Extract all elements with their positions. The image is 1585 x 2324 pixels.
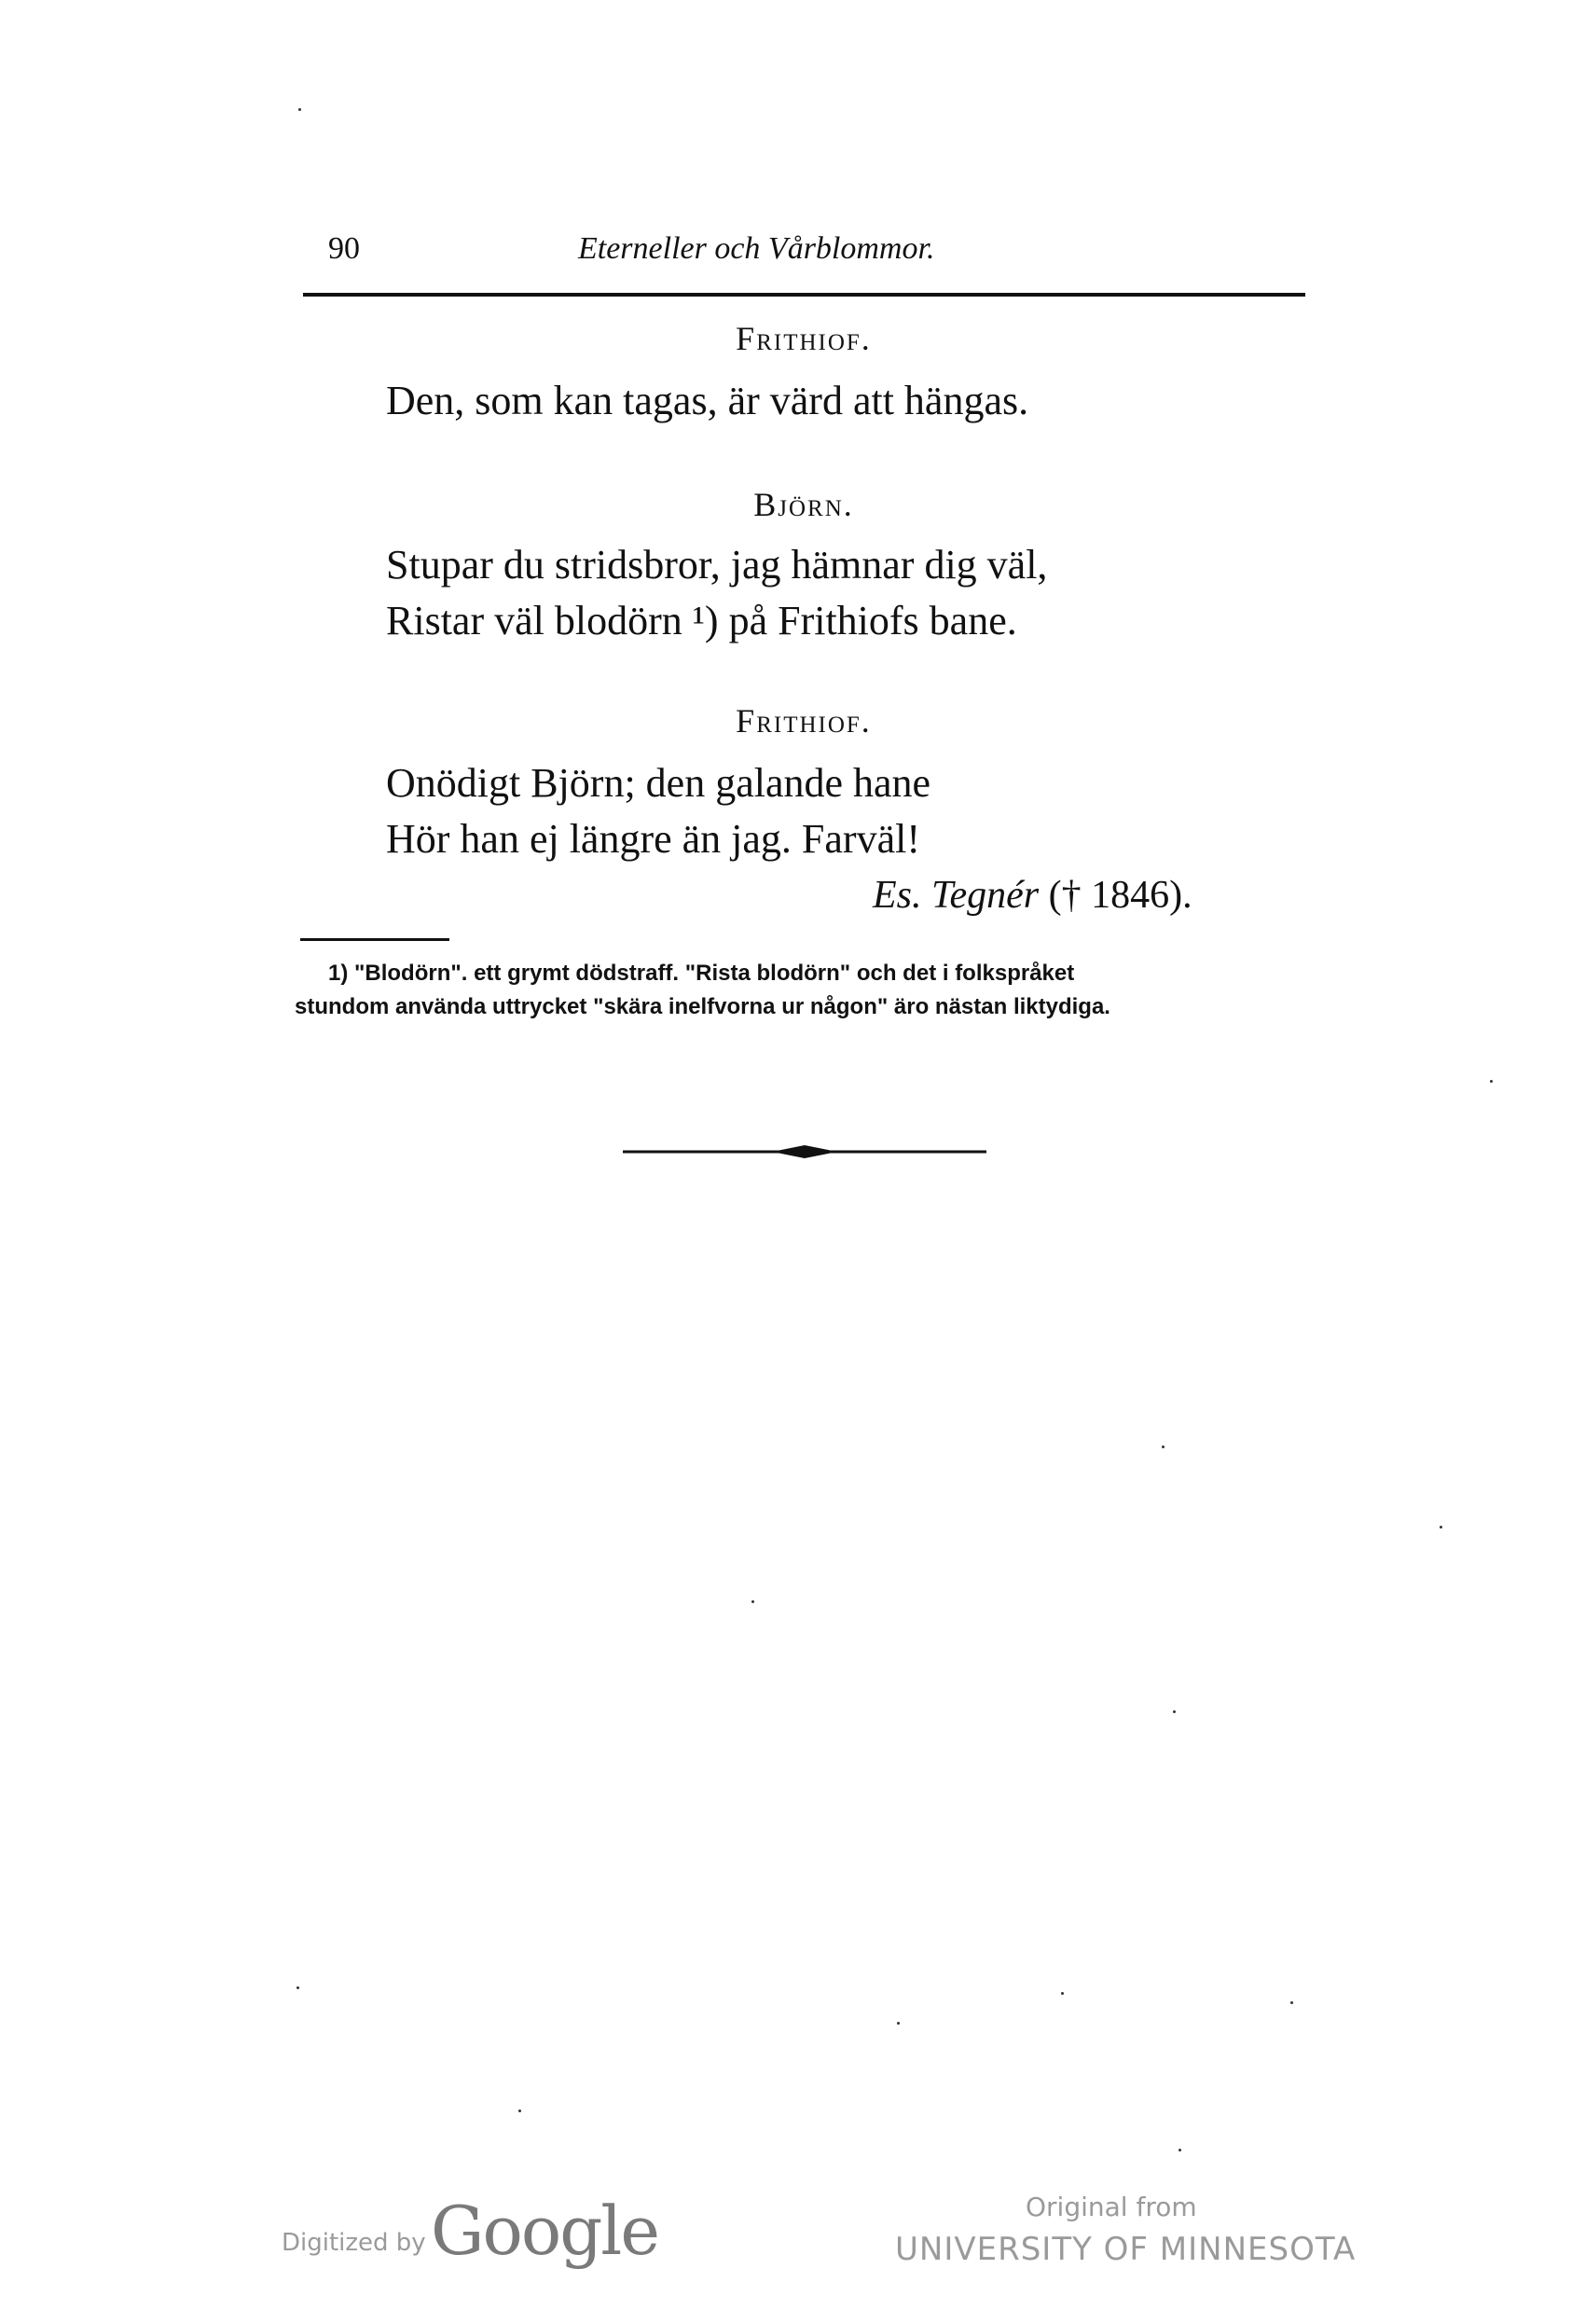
end-ornament (623, 1140, 986, 1164)
verse-line: Ristar väl blodörn ¹) på Frithiofs bane. (386, 598, 1017, 643)
scan-speck (897, 2022, 900, 2025)
scan-speck (518, 2110, 521, 2112)
scan-speck (1490, 1080, 1493, 1083)
verse-line: Onödigt Björn; den galande hane (386, 760, 931, 806)
verse-line: Stupar du stridsbror, jag hämnar dig väl, (386, 542, 1048, 588)
scan-speck (296, 1986, 299, 1989)
original-from-label: Original from (1026, 2192, 1197, 2222)
footnote-line: 1) "Blodörn". ett grymt dödstraff. "Rista blodörn" och det i folkspråket (328, 961, 1075, 986)
speaker-frithiof-1: Frithiof. (736, 320, 872, 357)
scan-speck (1061, 1992, 1064, 1995)
header-rule (303, 293, 1305, 297)
google-logo: Google (431, 2192, 658, 2270)
footnote-rule (300, 938, 449, 941)
scan-speck (751, 1600, 754, 1603)
running-title: Eterneller och Vårblommor. (578, 231, 935, 266)
scan-speck (1290, 2001, 1293, 2004)
scan-speck (1162, 1446, 1165, 1448)
scan-speck (1173, 1710, 1176, 1713)
footnote-line: stundom använda uttrycket "skära inelfvorna ur någon" äro nästan liktydiga. (295, 994, 1110, 1019)
verse-line: Hör han ej längre än jag. Farväl! (386, 816, 920, 862)
attribution-author: Es. Tegnér (873, 874, 1040, 917)
scan-speck (298, 108, 301, 111)
page-number: 90 (328, 231, 360, 266)
scan-speck (1178, 2149, 1181, 2151)
institution-name: UNIVERSITY OF MINNESOTA (895, 2231, 1357, 2268)
digitized-by-label: Digitized by (282, 2229, 426, 2257)
speaker-frithiof-2: Frithiof. (736, 702, 872, 740)
scan-speck (1440, 1526, 1442, 1529)
speaker-bjorn: Björn. (753, 486, 854, 523)
attribution (873, 873, 1192, 918)
attribution-death-note: († 1846). (1048, 874, 1192, 917)
verse-line: Den, som kan tagas, är värd att hängas. (386, 378, 1029, 423)
